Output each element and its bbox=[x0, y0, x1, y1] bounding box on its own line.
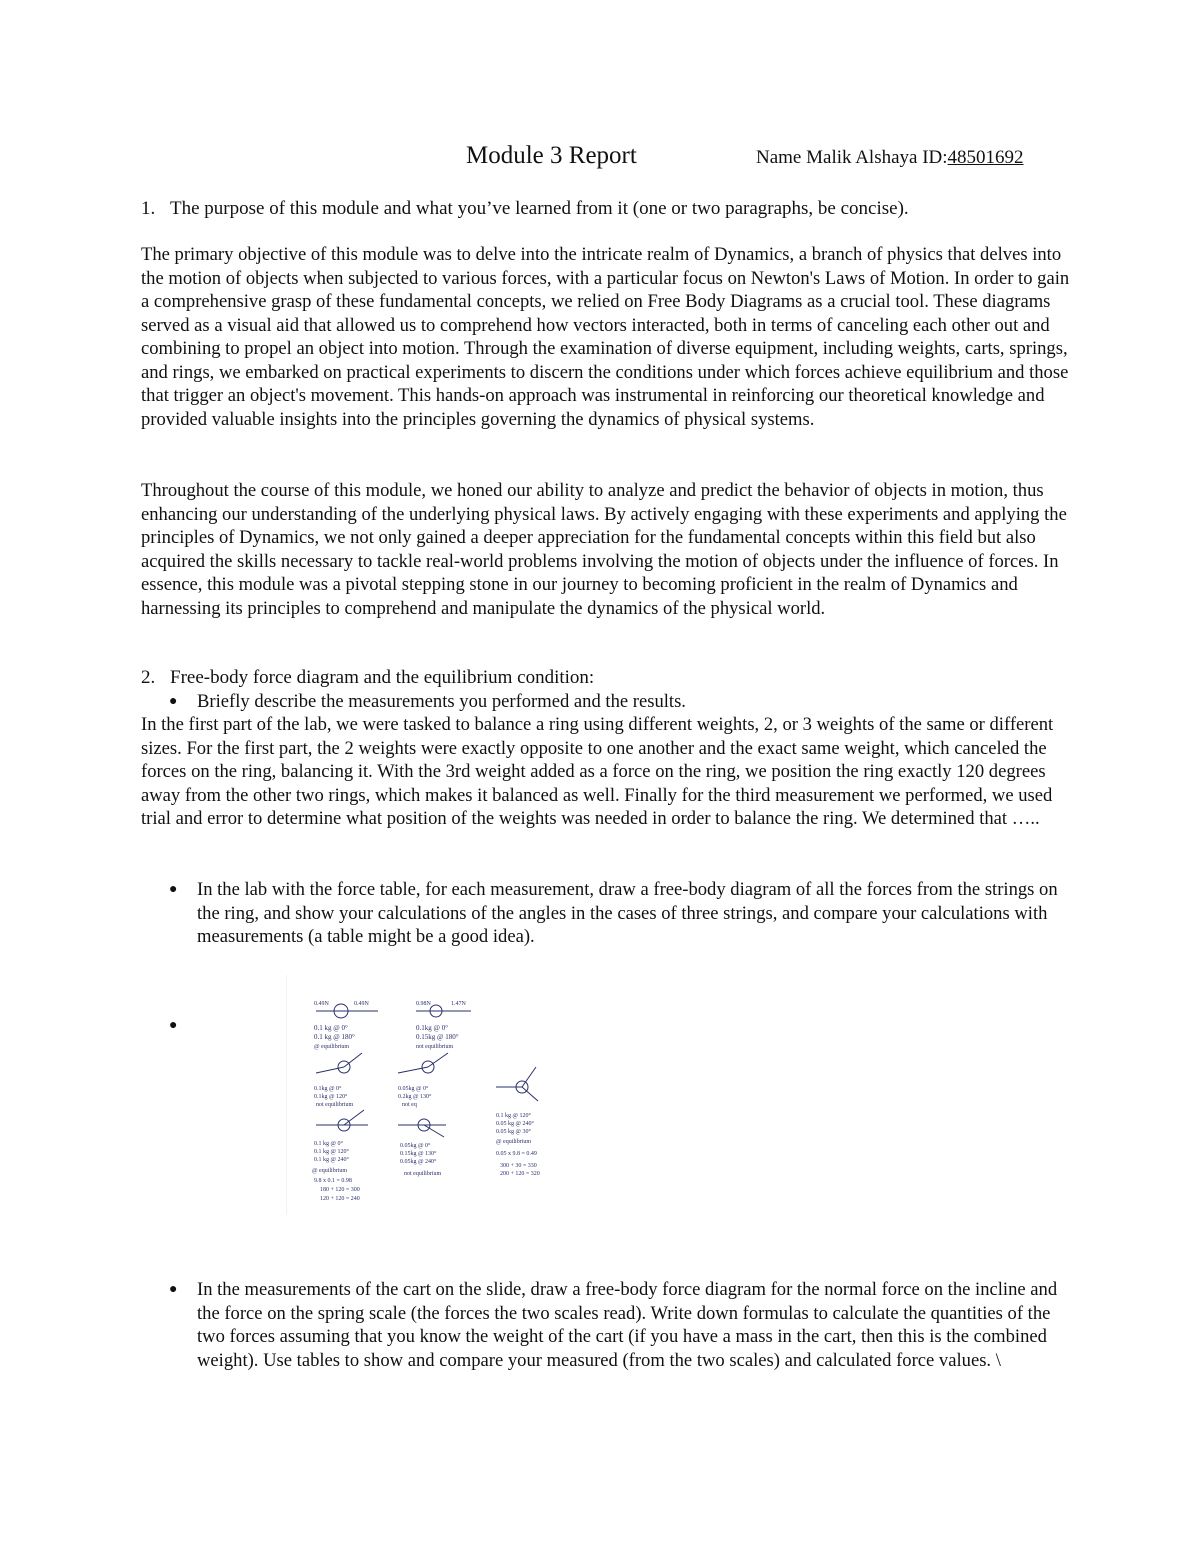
svg-text:0.05 kg @ 30°: 0.05 kg @ 30° bbox=[496, 1129, 531, 1135]
svg-text:9.8 x 0.1 = 0.98: 9.8 x 0.1 = 0.98 bbox=[314, 1178, 352, 1184]
svg-text:0.49N: 0.49N bbox=[354, 1001, 369, 1007]
student-id: 48501692 bbox=[947, 147, 1024, 168]
question-2-number: 2. bbox=[141, 667, 156, 688]
bullet-force-table-text: In the lab with the force table, for each measurement, draw a free-body diagram of all the forces from the strings on the ring, and show your calculations of the angles in the cases of three strings, and compare your calculations with measurements (a table might be a good idea). bbox=[197, 879, 1058, 947]
svg-text:@ equilibrium: @ equilibrium bbox=[314, 1044, 350, 1050]
svg-text:0.05 x 9.8 = 0.49: 0.05 x 9.8 = 0.49 bbox=[496, 1151, 537, 1157]
answer-2-paragraph: In the first part of the lab, we were tasked to balance a ring using different weights, 2, or 3 weights of the same or different sizes. For the first part, the 2 weights were exactly opposite to one another and the exact same weight, which canceled the forces on the ring, balancing it. With the 3rd weight added as a force on the ring, we position the ring exactly 120 degrees away from the other two rings, which makes it balanced as well. Finally for the third measurement we performed, we used trial and error to determine what position of the weights was needed in order to balance the ring. We determined that ….. bbox=[141, 714, 1054, 829]
handwritten-free-body-diagrams bbox=[286, 975, 586, 1215]
svg-text:0.05kg @ 240°: 0.05kg @ 240° bbox=[400, 1159, 437, 1165]
svg-text:@ equilibrium: @ equilibrium bbox=[312, 1168, 348, 1174]
bullet-icon: ● bbox=[169, 1018, 178, 1033]
svg-text:0.15kg @ 130°: 0.15kg @ 130° bbox=[400, 1151, 437, 1157]
svg-text:0.05 kg @ 240°: 0.05 kg @ 240° bbox=[496, 1121, 534, 1127]
svg-text:0.1kg @ 0°: 0.1kg @ 0° bbox=[314, 1086, 342, 1092]
svg-text:0.1 kg @ 180°: 0.1 kg @ 180° bbox=[314, 1033, 355, 1041]
svg-text:not eq: not eq bbox=[402, 1102, 417, 1108]
question-1 bbox=[141, 197, 909, 221]
question-2 bbox=[141, 666, 594, 690]
svg-text:200 + 120 = 320: 200 + 120 = 320 bbox=[500, 1171, 540, 1177]
question-1-number: 1. bbox=[141, 198, 156, 219]
bullet-icon: ● bbox=[169, 882, 178, 897]
sketch-ink bbox=[312, 1001, 540, 1202]
bullet-icon: ● bbox=[169, 1282, 178, 1297]
svg-text:0.1kg @ 0°: 0.1kg @ 0° bbox=[416, 1024, 448, 1032]
svg-text:not equilibrium: not equilibrium bbox=[316, 1102, 354, 1108]
page-title: Module 3 Report bbox=[466, 142, 637, 169]
bullet-measurements-text: Briefly describe the measurements you performed and the results. bbox=[197, 691, 686, 712]
svg-text:0.98N: 0.98N bbox=[416, 1001, 431, 1007]
svg-text:0.1 kg @ 240°: 0.1 kg @ 240° bbox=[314, 1157, 349, 1163]
svg-text:0.2kg @ 130°: 0.2kg @ 130° bbox=[398, 1094, 432, 1100]
svg-text:0.15kg @ 180°: 0.15kg @ 180° bbox=[416, 1033, 459, 1041]
svg-text:120 + 120 = 240: 120 + 120 = 240 bbox=[320, 1196, 360, 1202]
svg-text:not equilibrium: not equilibrium bbox=[416, 1044, 454, 1050]
svg-text:180 + 120 = 300: 180 + 120 = 300 bbox=[320, 1187, 360, 1193]
bullet-icon: ● bbox=[169, 694, 178, 709]
svg-text:0.05kg @ 0°: 0.05kg @ 0° bbox=[398, 1086, 429, 1092]
question-1-prompt: The purpose of this module and what you’ve learned from it (one or two paragraphs, be concise). bbox=[170, 198, 909, 219]
answer-1-paragraph-1: The primary objective of this module was to delve into the intricate realm of Dynamics, a branch of physics that delves into the motion of objects when subjected to various forces, with a particular focus on Newton's Laws of Motion. In order to gain a comprehensive grasp of these fundamental concepts, we relied on Free Body Diagrams as a crucial tool. These diagrams served as a visual aid that allowed us to comprehend how vectors interacted, both in terms of canceling each other out and combining to propel an object into motion. Through the examination of diverse equipment, including weights, carts, springs, and rings, we embarked on practical experiments to discern the conditions under which forces achieve equilibrium and those that trigger an object's movement. This hands-on approach was instrumental in reinforcing our theoretical knowledge and provided valuable insights into the principles governing the dynamics of physical systems. bbox=[141, 244, 1070, 430]
svg-text:0.49N: 0.49N bbox=[314, 1001, 329, 1007]
name-label: Name Malik Alshaya ID: bbox=[756, 147, 948, 168]
bullet-cart-slide-text: In the measurements of the cart on the slide, draw a free-body force diagram for the normal force on the incline and the force on the spring scale (the forces the two scales read). Write down formulas to calculate the quantities of the two forces assuming that you know the weight of the cart (if you have a mass in the cart, then this is the combined weight). Use tables to show and compare your measured (from the two scales) and calculated force values. \ bbox=[197, 1279, 1058, 1371]
svg-text:0.1 kg @ 0°: 0.1 kg @ 0° bbox=[314, 1024, 348, 1032]
answer-1-paragraph-2: Throughout the course of this module, we honed our ability to analyze and predict the behavior of objects in motion, thus enhancing our understanding of the underlying physical laws. By actively engaging with these experiments and applying the principles of Dynamics, we not only gained a deeper appreciation for the fundamental concepts within this field but also acquired the skills necessary to tackle real-world problems involving the motion of objects under the influence of forces. In essence, this module was a pivotal stepping stone in our journey to becoming proficient in the realm of Dynamics and harnessing its principles to comprehend and manipulate the dynamics of the physical world. bbox=[141, 480, 1067, 619]
svg-text:0.1 kg @ 120°: 0.1 kg @ 120° bbox=[496, 1113, 531, 1119]
svg-text:0.1 kg @ 120°: 0.1 kg @ 120° bbox=[314, 1149, 349, 1155]
question-2-prompt: Free-body force diagram and the equilibrium condition: bbox=[170, 667, 595, 688]
svg-text:not equilibrium: not equilibrium bbox=[404, 1171, 442, 1177]
svg-text:0.1 kg @ 0°: 0.1 kg @ 0° bbox=[314, 1141, 343, 1147]
svg-text:0.05kg @ 0°: 0.05kg @ 0° bbox=[400, 1143, 431, 1149]
svg-text:1.47N: 1.47N bbox=[451, 1001, 466, 1007]
svg-text:0.1kg @ 120°: 0.1kg @ 120° bbox=[314, 1094, 348, 1100]
name-id-field bbox=[756, 147, 1024, 169]
svg-text:300 + 30 = 330: 300 + 30 = 330 bbox=[500, 1163, 537, 1169]
svg-text:@ equilibrium: @ equilibrium bbox=[496, 1139, 532, 1145]
